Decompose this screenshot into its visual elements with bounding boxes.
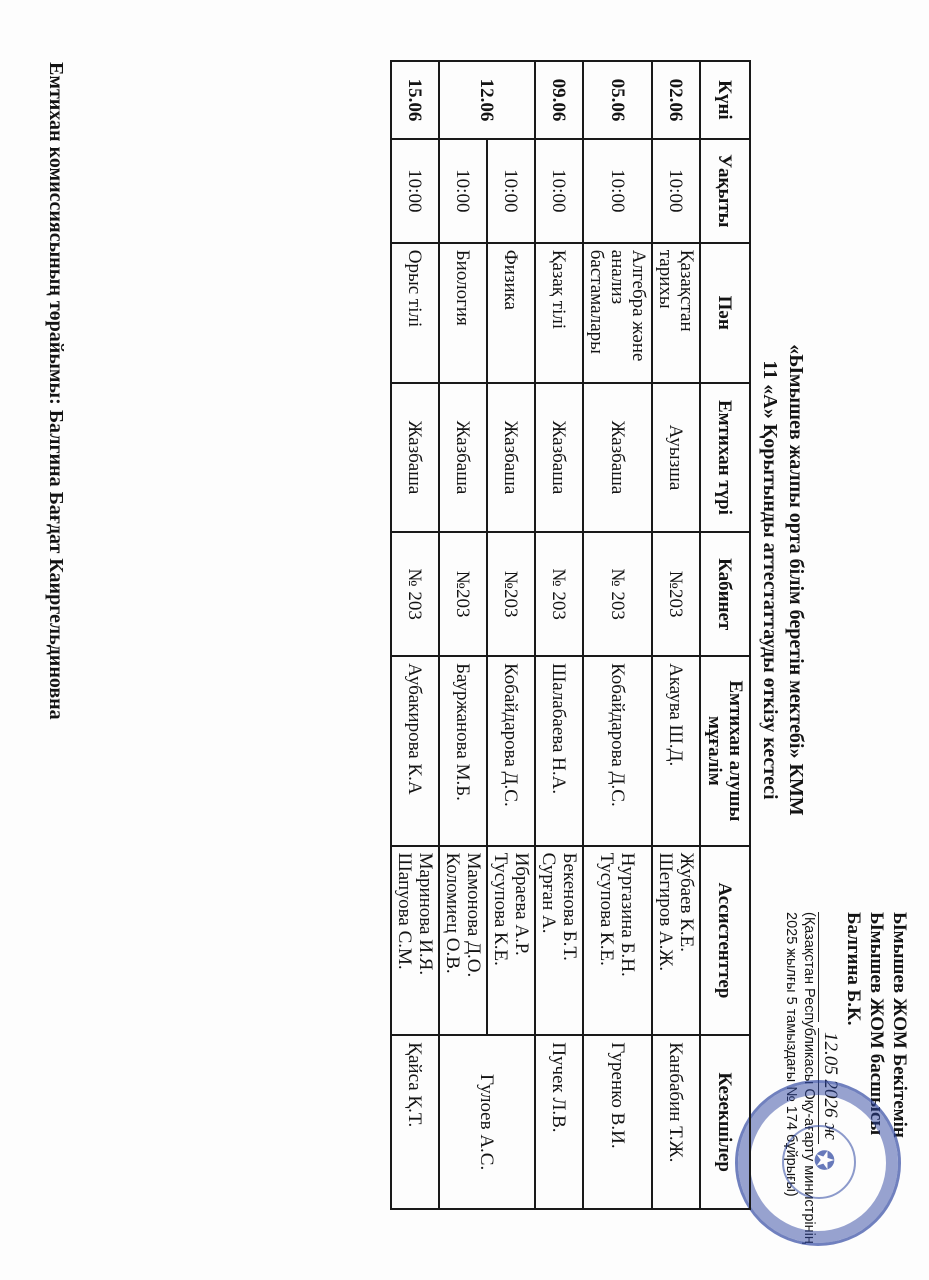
cell-exam-type: Жазбаша [439,383,487,533]
cell-duty: Қайса Қ.Т. [391,1035,439,1209]
cell-room: № 203 [583,532,652,656]
cell-subject: Орыс тілі [391,243,439,383]
seal-emblem-icon: ✪ [809,1149,838,1171]
cell-duty: Канбабин Т.Ж. [652,1035,700,1209]
cell-subject: Қазақстан тарихы [652,243,700,383]
table-row [652,61,700,1209]
cell-room: № 203 [391,532,439,656]
header-assistants: Ассистенттер [700,846,750,1036]
cell-date: 12.06 [439,61,535,139]
table-row [487,61,535,1209]
cell-teacher: Шалабаева Н.А. [535,656,583,846]
cell-date: 09.06 [535,61,583,139]
approval-line-2: Ымышев ЖОМ басшысы [866,912,887,1136]
cell-assistants: Ибраева А.Р. Тусупова К.Е. [487,846,535,1036]
title-line-2: 11 «А» Қорытынды аттестаттауды өткізу кестесі [759,360,781,800]
cell-time: 10:00 [391,139,439,243]
cell-subject: Қазақ тілі [535,243,583,383]
cell-teacher: Кобайдарова Д.С. [583,656,652,846]
cell-subject: Физика [487,243,535,383]
header-time: Уақыты [700,139,750,243]
signature-blank [818,912,837,1022]
title-line-1: «Ымышев жалпы орта білім беретін мектебі» КММ [785,344,807,816]
header-duty: Кезекшілер [700,1035,750,1209]
approval-date: 12.05 2026 ж [818,1028,842,1144]
header-exam-type: Емтихан түрі [700,383,750,533]
exam-schedule-table [390,60,751,1210]
cell-exam-type: Жазбаша [391,383,439,533]
header-room: Кабинет [700,532,750,656]
approval-line-1: Ымышев ЖОМ Бекітемін [889,912,910,1138]
cell-room: №203 [439,532,487,656]
cell-exam-type: Жазбаша [535,383,583,533]
cell-duty: Гуренко В.И. [583,1035,652,1209]
cell-assistants: Мамонова Д.О. Коломиец О.В. [439,846,487,1036]
approval-line-3: Балгина Б.К. [843,912,864,1026]
cell-date: 02.06 [652,61,700,139]
cell-duty: Гулоев А.С. [439,1035,535,1209]
cell-time: 10:00 [487,139,535,243]
cell-subject: Биология [439,243,487,383]
cell-exam-type: Жазбаша [583,383,652,533]
order-line-2: 2025 жылғы 5 тамыздағы № 174 бұйрығы) [783,912,799,1197]
cell-teacher: Бауржанова М.Б. [439,656,487,846]
cell-room: №203 [652,532,700,656]
cell-teacher: Кобайдарова Д.С. [487,656,535,846]
cell-time: 10:00 [439,139,487,243]
cell-duty: Пучек Л.В. [535,1035,583,1209]
table-row [583,61,652,1209]
order-line-1: (Қазақстан Республикасы Оқу-ағарту министрінің [801,912,817,1244]
table-row [391,61,439,1209]
cell-date: 05.06 [583,61,652,139]
table-header-row [700,61,750,1209]
cell-exam-type: Жазбаша [487,383,535,533]
header-date: Күні [700,61,750,139]
header-teacher: Емтихан алушы мұғалім [700,656,750,846]
table-row [535,61,583,1209]
cell-assistants: Нургазина Б.Н. Тусупова К.Е. [583,846,652,1036]
cell-teacher: Акаува Ш.Д. [652,656,700,846]
commission-chair: Емтихан комиссиясының төрайымы: Балгина Бағдат Каиргельдиновна [45,62,67,720]
header-subject: Пән [700,243,750,383]
cell-subject: Алгебра және анализ бастамалары [583,243,652,383]
cell-assistants: Маринова И.Я. Шапуова С.М. [391,846,439,1036]
cell-exam-type: Ауызша [652,383,700,533]
cell-assistants: Жубаев К.Е. Шегиров А.Ж. [652,846,700,1036]
document-titles [757,250,809,910]
cell-time: 10:00 [583,139,652,243]
cell-room: №203 [487,532,535,656]
cell-room: № 203 [535,532,583,656]
cell-date: 15.06 [391,61,439,139]
official-stamp [735,1080,901,1246]
cell-time: 10:00 [535,139,583,243]
cell-assistants: Бекенова Б.Т. Сурған А. [535,846,583,1036]
cell-time: 10:00 [652,139,700,243]
cell-teacher: Аубакирова К.А [391,656,439,846]
